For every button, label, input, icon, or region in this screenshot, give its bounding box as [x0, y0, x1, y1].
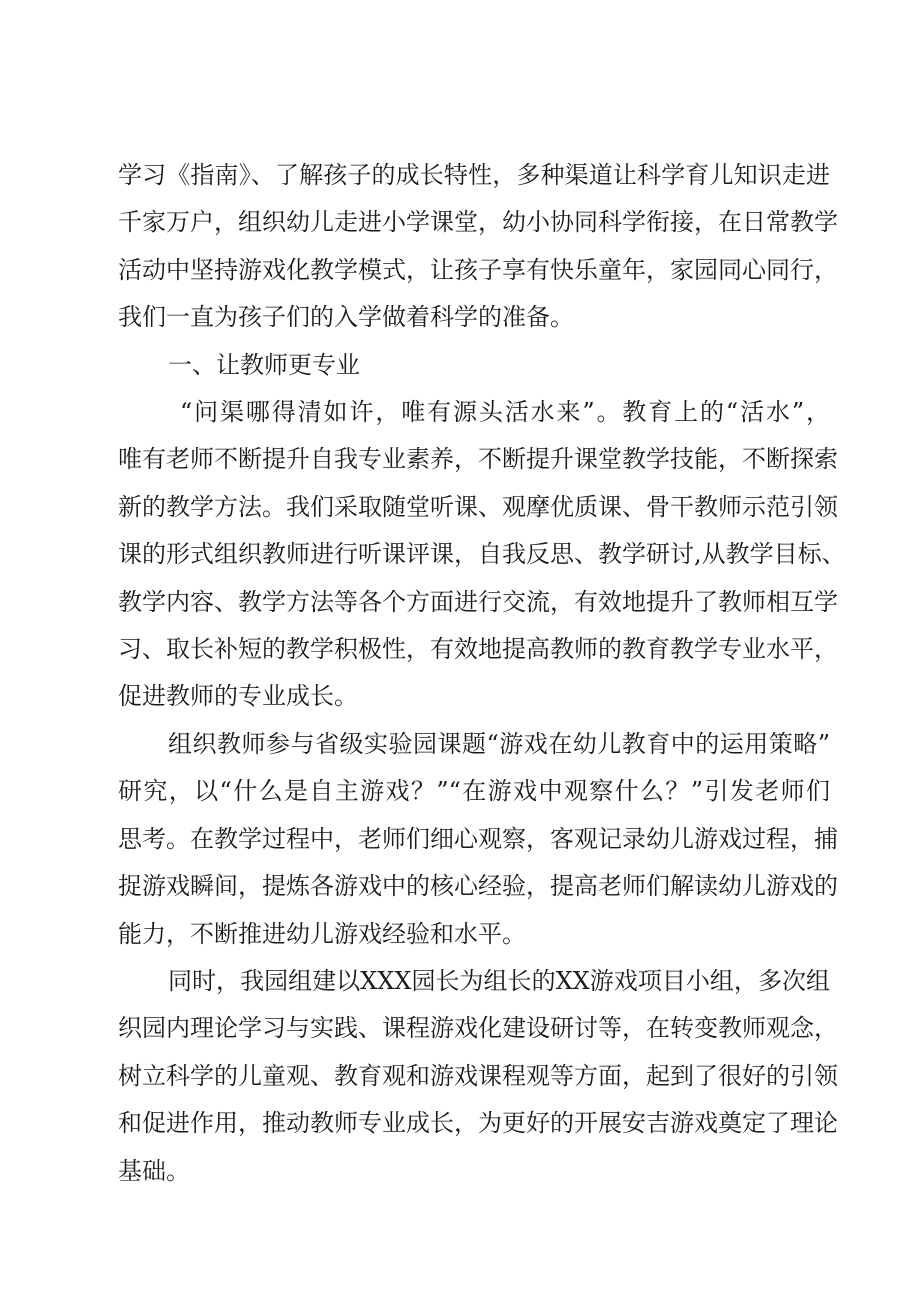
text-line: 唯有老师不断提升自我专业素养，不断提升课堂教学技能，不断探索: [118, 445, 838, 474]
paragraph-intro: [118, 152, 838, 342]
text-line: 千家万户，组织幼儿走进小学课堂，幼小协同科学衔接，在日常教学: [118, 208, 838, 237]
text-line: 织园内理论学习与实践、课程游戏化建设研讨等，在转变教师观念，: [118, 1014, 838, 1043]
text-line: 捉游戏瞬间，提炼各游戏中的核心经验，提高老师们解读幼儿游戏的: [118, 872, 838, 901]
text-line: 思考。在教学过程中，老师们细心观察，客观记录幼儿游戏过程，捕: [118, 824, 838, 853]
text-line: 学习《指南》、了解孩子的成长特性，多种渠道让科学育儿知识走进: [118, 161, 830, 189]
text-line: 课的形式组织教师进行听课评课，自我反思、教学研讨,从教学目标、: [118, 540, 846, 569]
heading-line: 一、让教师更专业: [168, 350, 360, 379]
text-line: 能力，不断推进幼儿游戏经验和水平。: [118, 919, 526, 948]
text-line: “问渠哪得清如许，唯有源头活水来”。教育上的“活水”，: [180, 398, 830, 427]
document-body: [118, 152, 846, 1195]
text-line: 组织教师参与省级实验园课题“游戏在幼儿教育中的运用策略”: [168, 729, 830, 758]
text-line: 新的教学方法。我们采取随堂听课、观摩优质课、骨干教师示范引领: [118, 492, 838, 521]
text-line: 习、取长补短的教学积极性，有效地提高教师的教育教学专业水平，: [118, 635, 838, 664]
text-line: 基础。: [118, 1156, 190, 1185]
paragraph-research: [118, 721, 838, 958]
text-line: 促进教师的专业成长。: [118, 682, 358, 711]
section-heading: [118, 342, 830, 389]
text-line: 树立科学的儿童观、教育观和游戏课程观等方面，起到了很好的引领: [118, 1061, 838, 1090]
paragraph-project-group: [118, 958, 838, 1195]
paragraph-teacher-growth: [118, 389, 846, 721]
text-line: 同时，我园组建以XXX园长为组长的XX游戏项目小组，多次组: [168, 966, 830, 995]
text-line: 和促进作用，推动教师专业成长，为更好的开展安吉游戏奠定了理论: [118, 1109, 838, 1138]
text-line: 研究，以“什么是自主游戏？”“在游戏中观察什么？”引发老师们: [118, 777, 830, 806]
text-line: 教学内容、教学方法等各个方面进行交流，有效地提升了教师相互学: [118, 587, 838, 616]
text-line: 活动中坚持游戏化教学模式，让孩子享有快乐童年，家园同心同行，: [118, 255, 838, 284]
text-line: 我们一直为孩子们的入学做着科学的准备。: [118, 303, 574, 332]
